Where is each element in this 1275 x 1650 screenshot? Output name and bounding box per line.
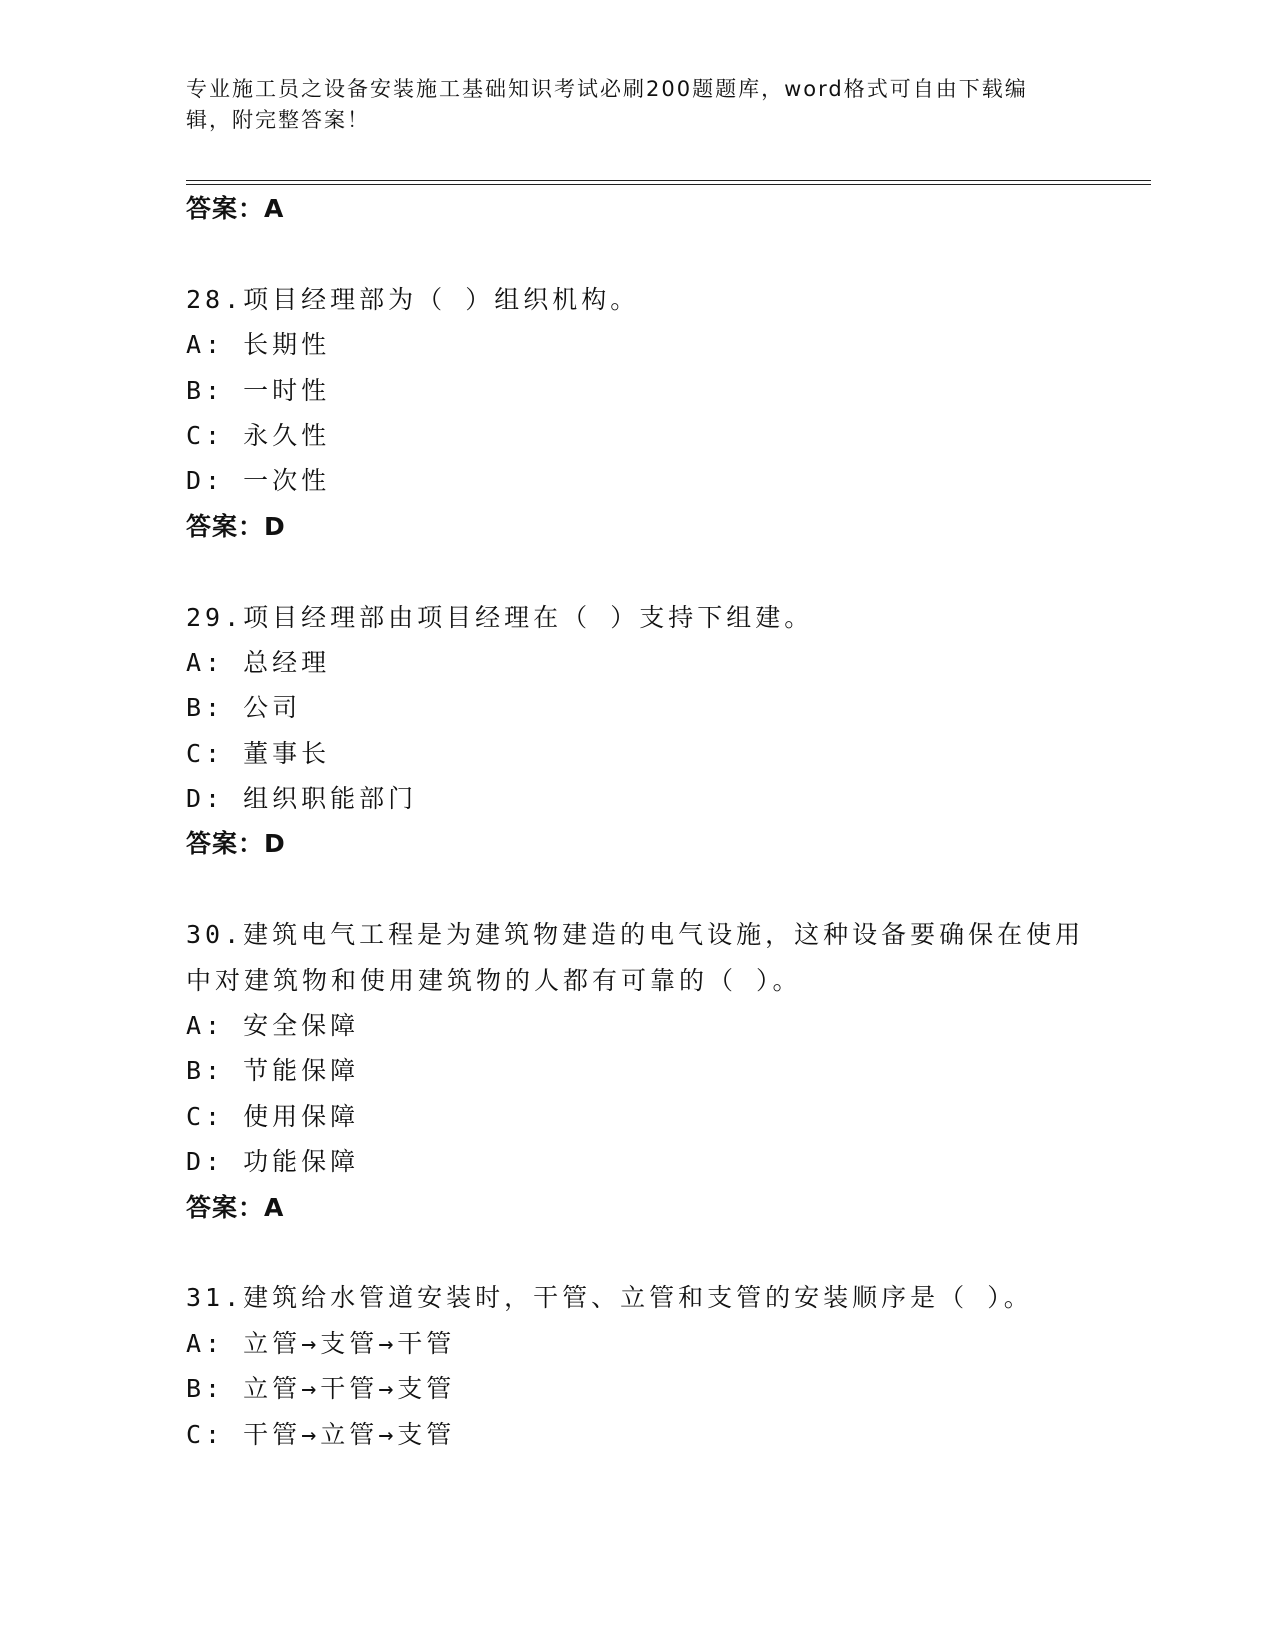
option-b: B: 节能保障 [186, 1056, 360, 1086]
option-d: D: 组织职能部门 [186, 784, 418, 814]
option-a: A: 安全保障 [186, 1011, 360, 1041]
option-d: D: 功能保障 [186, 1147, 360, 1177]
option-d: D: 一次性 [186, 466, 331, 496]
question-stem: 29.项目经理部由项目经理在（ ）支持下组建。 [186, 602, 814, 632]
answer-line: 答案：A [186, 1192, 285, 1222]
question-block [186, 912, 1086, 1230]
answer-line: 答案：D [186, 511, 286, 541]
option-b: B: 一时性 [186, 375, 331, 405]
answer-line: 答案：D [186, 829, 286, 859]
header-divider [186, 180, 1151, 181]
option-a: A: 长期性 [186, 330, 331, 360]
option-a: A: 总经理 [186, 647, 331, 677]
option-b: B: 立管→干管→支管 [186, 1374, 456, 1404]
option-a: A: 立管→支管→干管 [186, 1328, 456, 1358]
option-c: C: 董事长 [186, 738, 331, 768]
question-block [186, 277, 1086, 549]
option-b: B: 公司 [186, 693, 302, 723]
question-stem: 30.建筑电气工程是为建筑物建造的电气设施，这种设备要确保在使用 [186, 920, 1085, 950]
question-list [186, 186, 1086, 1457]
question-stem-continued: 中对建筑物和使用建筑物的人都有可靠的（ ）。 [186, 965, 802, 995]
option-c: C: 使用保障 [186, 1101, 360, 1131]
answer-line: 答案：A [186, 194, 285, 223]
header-divider-double [186, 184, 1151, 185]
question-stem: 28.项目经理部为（ ）组织机构。 [186, 284, 640, 314]
question-block [186, 1275, 1086, 1457]
question-block [186, 595, 1086, 867]
document-header: 专业施工员之设备安装施工基础知识考试必刷200题题库，word格式可自由下载编辑，附完整答案！ [186, 77, 1028, 132]
question-stem: 31.建筑给水管道安装时，干管、立管和支管的安装顺序是（ ）。 [186, 1283, 1033, 1313]
option-c: C: 永久性 [186, 420, 331, 450]
option-c: C: 干管→立管→支管 [186, 1419, 456, 1449]
